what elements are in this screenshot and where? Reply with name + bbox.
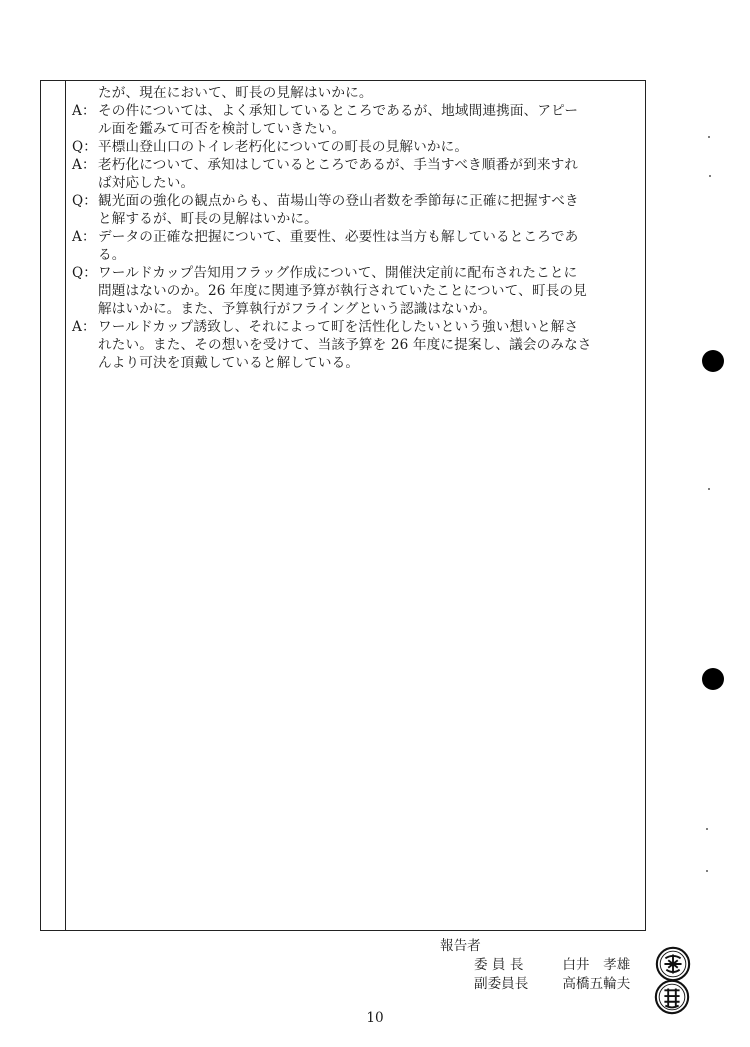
qa-text: 平標山登山口のトイレ老朽化についての町長の見解いかに。	[98, 139, 469, 155]
qa-text: 問題はないのか。26 年度に関連予算が執行されていたことについて、町長の見	[98, 283, 587, 299]
qa-text: ワールドカップ告知用フラッグ作成について、開催決定前に配布されたことに	[98, 265, 578, 281]
qa-text: 解はいかに。また、予算執行がフライングという認識はないか。	[98, 301, 497, 317]
qa-line	[72, 336, 642, 354]
qa-line	[72, 210, 642, 228]
qa-label: A：	[72, 157, 96, 173]
qa-text: れたい。また、その想いを受けて、当該予算を 26 年度に提案し、議会のみなさ	[98, 337, 592, 353]
qa-line	[72, 84, 642, 102]
frame-divider	[65, 80, 66, 931]
scan-speck	[708, 136, 710, 138]
member-name: 高橋五輪夫	[562, 976, 631, 992]
qa-line	[72, 228, 642, 246]
qa-text: ワールドカップ誘致し、それによって町を活性化したいという強い想いと解さ	[98, 319, 579, 335]
signature-row-vice-chair	[474, 974, 630, 994]
qa-line	[72, 192, 642, 210]
qa-line	[72, 300, 642, 318]
qa-line	[72, 354, 642, 372]
qa-label: Q：	[72, 265, 98, 281]
scan-speck	[706, 828, 708, 830]
qa-label: A：	[72, 229, 96, 245]
role-label: 副委員長	[474, 976, 529, 992]
qa-line	[72, 264, 642, 282]
punch-hole	[702, 350, 724, 372]
qa-text: ば対応したい。	[98, 175, 195, 191]
scan-speck	[709, 175, 711, 177]
role-label: 委 員 長	[474, 957, 524, 973]
qa-text: たが、現在において、町長の見解はいかに。	[98, 85, 373, 101]
member-name: 白井 孝雄	[562, 957, 631, 973]
reporter-heading: 報告者	[440, 938, 481, 954]
qa-text: んより可決を頂戴していると解している。	[98, 355, 360, 371]
punch-hole	[702, 668, 724, 690]
qa-line	[72, 138, 642, 156]
qa-text: その件については、よく承知しているところであるが、地域間連携面、アピー	[98, 103, 579, 119]
qa-line	[72, 120, 642, 138]
qa-text: データの正確な把握について、重要性、必要性は当方も解しているところであ	[98, 229, 579, 245]
qa-line	[72, 102, 642, 120]
qa-text: 観光面の強化の観点からも、苗場山等の登山者数を季節毎に正確に把握すべき	[98, 193, 579, 209]
page-number: 10	[366, 1010, 384, 1026]
qa-line	[72, 156, 642, 174]
qa-label: Q：	[72, 193, 98, 209]
qa-label: A：	[72, 103, 96, 119]
qa-text: と解するが、町長の見解はいかに。	[98, 211, 318, 227]
qa-line	[72, 246, 642, 264]
qa-line	[72, 318, 642, 336]
qa-label: Q：	[72, 139, 98, 155]
signature-row-chair	[474, 955, 630, 975]
qa-label: A：	[72, 319, 96, 335]
scan-speck	[708, 488, 710, 490]
qa-text: る。	[98, 247, 126, 263]
scan-speck	[706, 870, 708, 872]
qa-list	[72, 84, 642, 372]
qa-text: 老朽化について、承知はしているところであるが、手当すべき順番が到来すれ	[98, 157, 579, 173]
qa-text: ル面を鑑みて可否を検討していきたい。	[98, 121, 346, 137]
qa-line	[72, 282, 642, 300]
qa-line	[72, 174, 642, 192]
